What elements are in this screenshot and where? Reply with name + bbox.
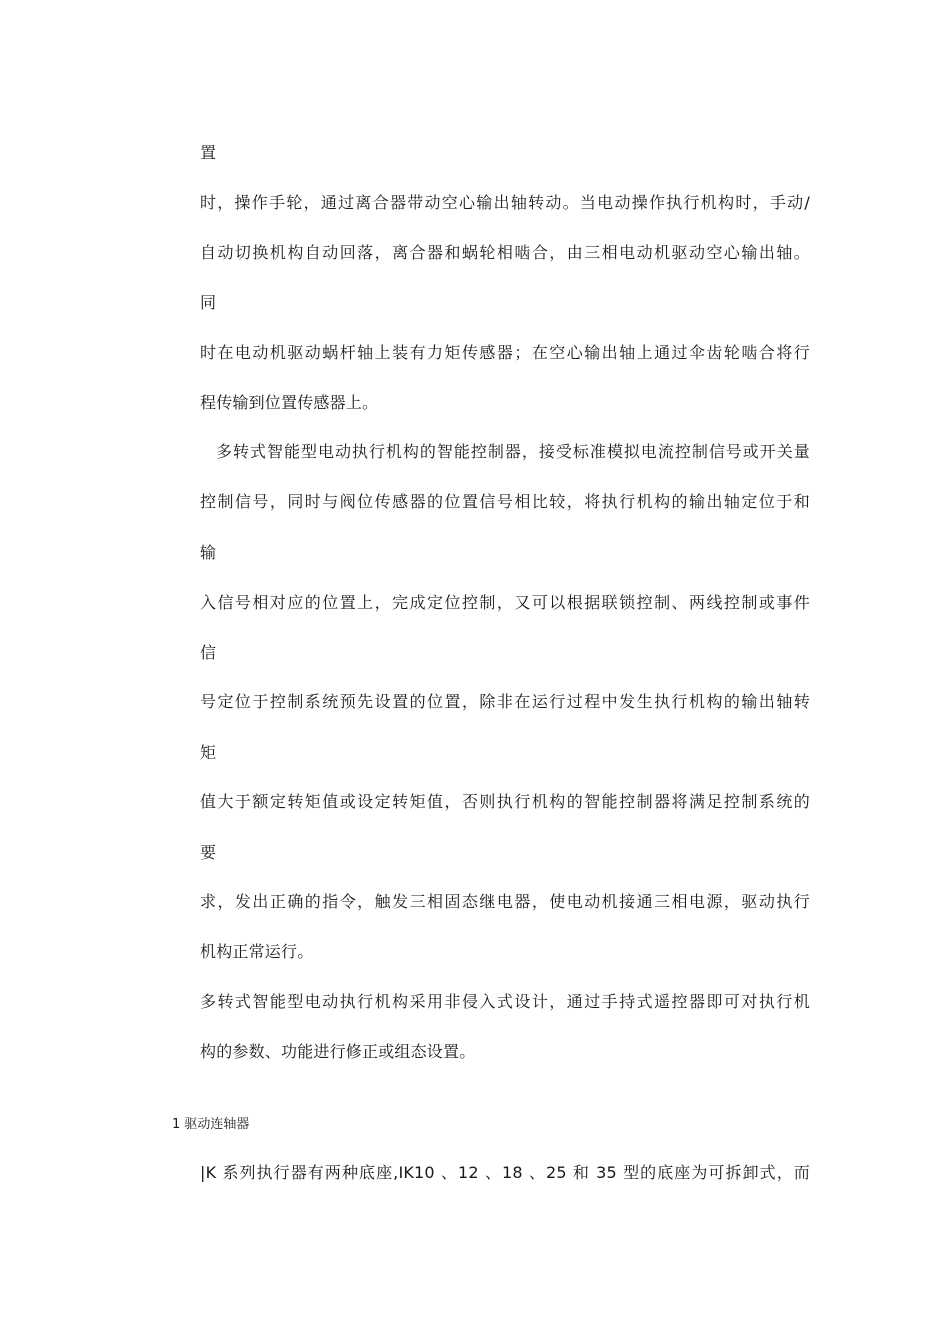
text-line: 自动切换机构自动回落，离合器和蜗轮相啮合，由三相电动机驱动空心输出轴。	[200, 243, 810, 262]
text-line: 求，发出正确的指令，触发三相固态继电器，使电动机接通三相电源，驱动执行	[200, 892, 810, 911]
text-line: 时在电动机驱动蜗杆轴上装有力矩传感器；在空心输出轴上通过伞齿轮啮合将行	[200, 343, 810, 362]
text-line: 输	[200, 543, 217, 562]
section-heading: 1 驱动连轴器	[172, 1117, 250, 1132]
text-line: 程传输到位置传感器上。	[200, 393, 379, 412]
text-line: 同	[200, 293, 217, 312]
text-line: 号定位于控制系统预先设置的位置，除非在运行过程中发生执行机构的输出轴转	[200, 692, 810, 711]
text-line: 信	[200, 643, 217, 662]
paragraph-first-line: 多转式智能型电动执行机构的智能控制器，接受标准模拟电流控制信号或开关量	[216, 442, 810, 461]
text-line: |K 系列执行器有两种底座,IK10 、12 、18 、25 和 35 型的底座为可拆卸式，而	[200, 1163, 810, 1182]
text-line: 入信号相对应的位置上，完成定位控制，又可以根据联锁控制、两线控制或事件	[200, 593, 810, 612]
text-line: 要	[200, 843, 217, 862]
text-line: 值大于额定转矩值或设定转矩值，否则执行机构的智能控制器将满足控制系统的	[200, 792, 810, 811]
text-line: 矩	[200, 743, 217, 762]
text-line: 时，操作手轮，通过离合器带动空心输出轴转动。当电动操作执行机构时，手动/	[200, 193, 810, 212]
text-line: 置	[200, 143, 217, 162]
text-line: 构的参数、功能进行修正或组态设置。	[200, 1042, 476, 1061]
paragraph-first-line: 多转式智能型电动执行机构采用非侵入式设计，通过手持式遥控器即可对执行机	[200, 992, 810, 1011]
text-line: 机构正常运行。	[200, 942, 314, 961]
text-line: 控制信号，同时与阀位传感器的位置信号相比较，将执行机构的输出轴定位于和	[200, 492, 810, 511]
